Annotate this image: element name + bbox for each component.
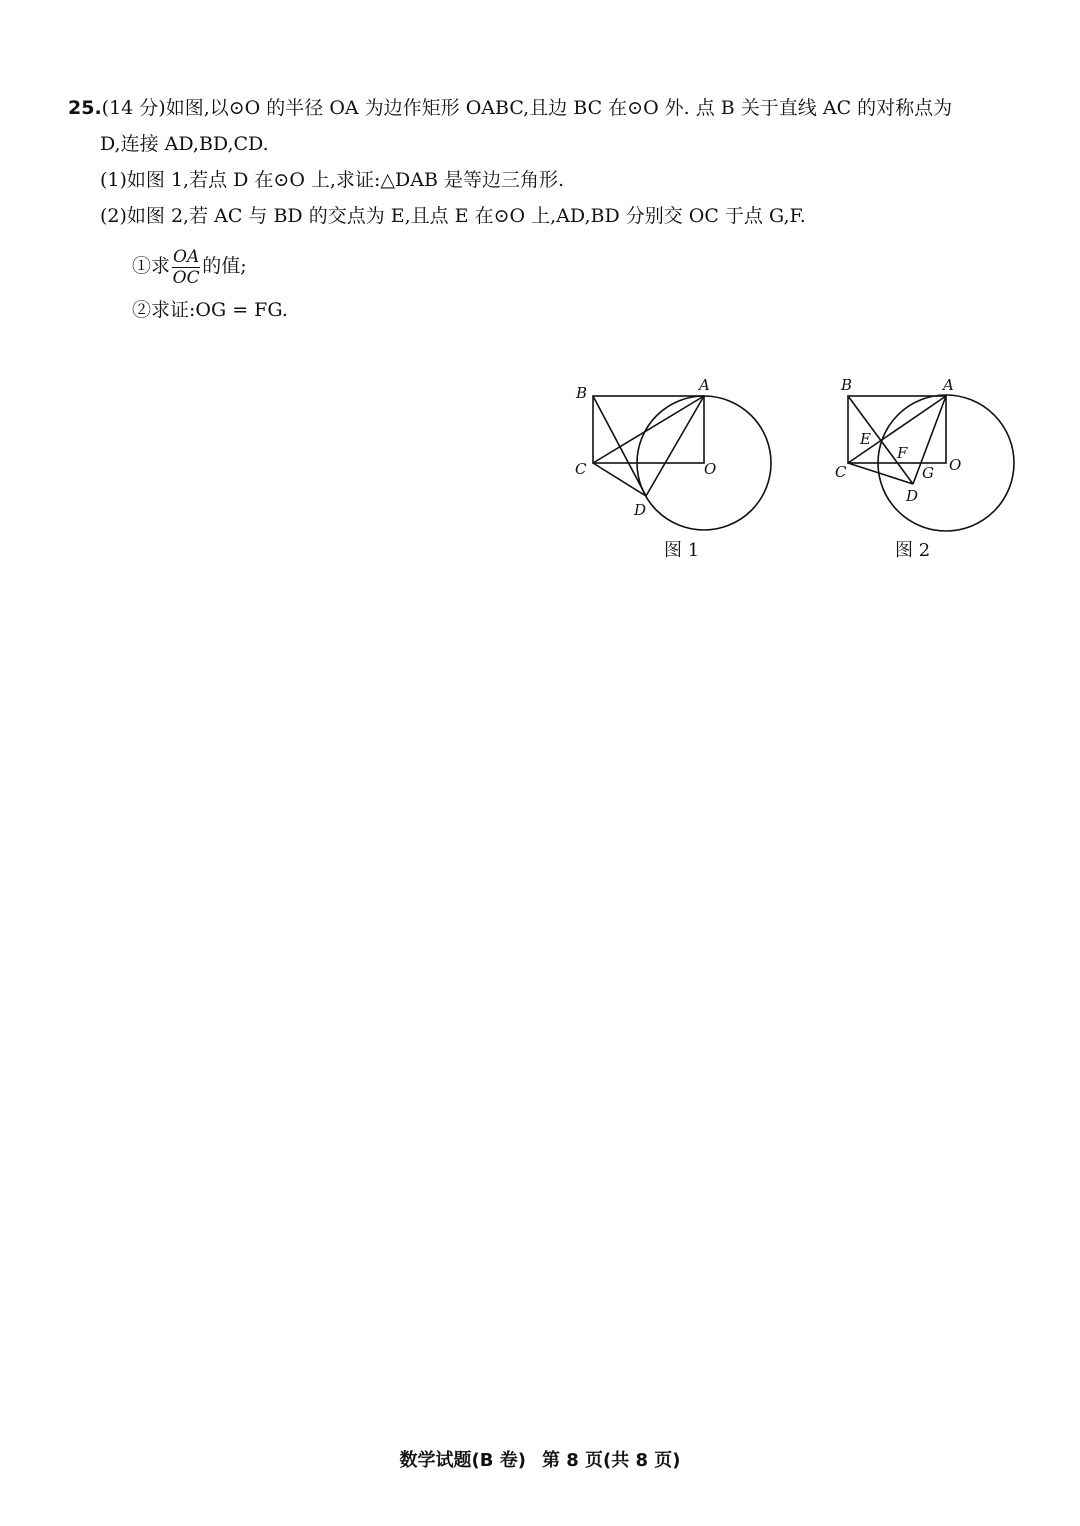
problem-stem-line2: D,连接 AD,BD,CD. <box>100 133 269 155</box>
footer-subject: 数学试题(B 卷) <box>399 1450 526 1471</box>
label-c-fig2: C <box>835 463 847 481</box>
problem-25 <box>68 90 1028 328</box>
sub1-suffix: 的值; <box>202 255 247 277</box>
label-o-fig2: O <box>949 456 962 474</box>
part-2: (2)如图 2,若 AC 与 BD 的交点为 E,且点 E 在⊙O 上,AD,BD 分别交 OC 于点 G,F. <box>100 205 806 227</box>
label-e-fig2: E <box>860 430 871 448</box>
figures <box>560 370 1040 570</box>
label-c-fig1: C <box>575 460 587 478</box>
problem-stem-text: (14 分)如图,以⊙O 的半径 OA 为边作矩形 OABC,且边 BC 在⊙O 外. 点 B 关于直线 AC 的对称点为 <box>101 97 953 119</box>
label-d-fig2: D <box>906 487 919 505</box>
caption-fig2: 图 2 <box>895 540 931 561</box>
label-b-fig1: B <box>576 384 588 402</box>
label-g-fig2: G <box>922 464 934 482</box>
label-o-fig1: O <box>704 460 717 478</box>
segment-ad-fig1 <box>646 396 704 496</box>
geometry-figures <box>560 370 1040 570</box>
label-a-fig1: A <box>699 376 710 394</box>
segment-ac-fig1 <box>593 396 704 463</box>
label-a-fig2: A <box>943 376 954 394</box>
figure-1 <box>593 396 771 530</box>
part-1: (1)如图 1,若点 D 在⊙O 上,求证:△DAB 是等边三角形. <box>100 169 564 191</box>
figure-2 <box>848 395 1014 531</box>
sub1-prefix: ①求 <box>132 255 171 277</box>
fraction-numerator: OA <box>173 246 200 267</box>
fraction-denominator: OC <box>172 267 200 288</box>
fraction-oa-over-oc <box>172 247 200 288</box>
caption-fig1: 图 1 <box>664 540 700 561</box>
segment-bd-fig1 <box>593 396 646 496</box>
label-d-fig1: D <box>634 501 647 519</box>
label-b-fig2: B <box>841 376 853 394</box>
page-footer <box>0 1446 1080 1472</box>
footer-page-number: 第 8 页(共 8 页) <box>541 1450 681 1471</box>
sub-question-1 <box>68 244 1028 288</box>
problem-stem-line1 <box>68 90 1028 126</box>
question-number: 25. <box>68 97 102 119</box>
figure-1-labels <box>575 376 716 561</box>
label-f-fig2: F <box>897 444 908 462</box>
sub-question-2: ②求证:OG = FG. <box>132 299 288 321</box>
